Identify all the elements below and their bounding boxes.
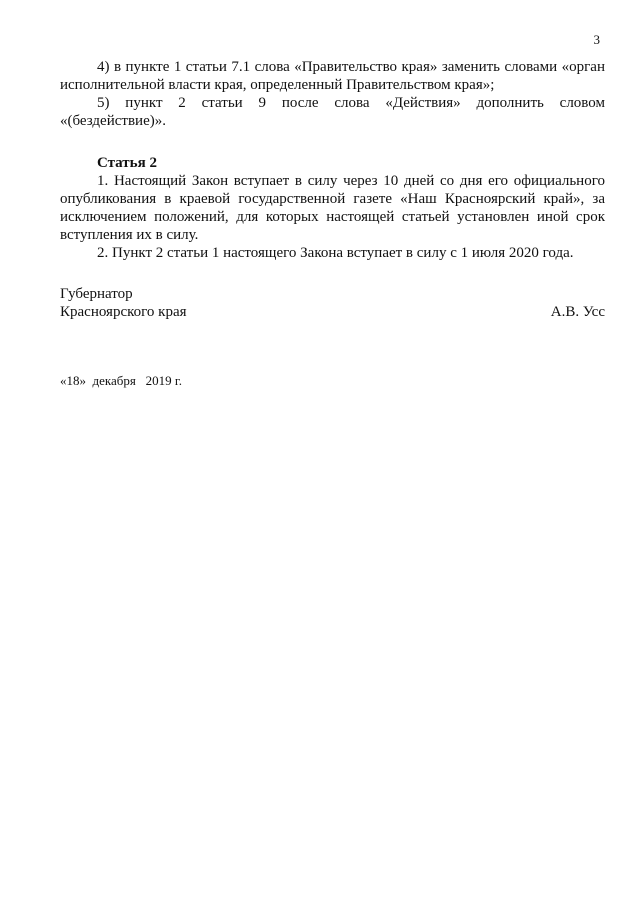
- signatory-title-line-2: Красноярского края: [60, 304, 187, 320]
- amendment-item-4: 4) в пункте 1 статьи 7.1 слова «Правительство края» заменить словами «орган исполнительной власти края, определенный Правительством края»;: [60, 59, 605, 93]
- amendment-item-5-line-2: «(бездействие)».: [60, 113, 166, 129]
- signature-block: [60, 285, 605, 321]
- document-body: [60, 58, 605, 262]
- signature-row: [60, 303, 605, 321]
- article-2-heading: Статья 2: [97, 155, 157, 171]
- amendment-item-5-line-1: 5) пункт 2 статьи 9 после слова «Действия» дополнить словом: [97, 95, 605, 111]
- signatory-title-line-1: Губернатор: [60, 286, 133, 302]
- article-2-paragraph-1: 1. Настоящий Закон вступает в силу через 10 дней со дня его официального опубликования в краевой государственной газете «Наш Красноярский край», за исключением положений, для которых настоящей статьей установлен иной срок вступления их в силу.: [60, 173, 605, 243]
- signing-date: «18» декабря 2019 г.: [60, 373, 182, 388]
- article-2-paragraph-2: 2. Пункт 2 статьи 1 настоящего Закона вступает в силу с 1 июля 2020 года.: [97, 245, 574, 261]
- signatory-name: А.В. Усс: [550, 304, 605, 320]
- page-number: 3: [593, 32, 600, 47]
